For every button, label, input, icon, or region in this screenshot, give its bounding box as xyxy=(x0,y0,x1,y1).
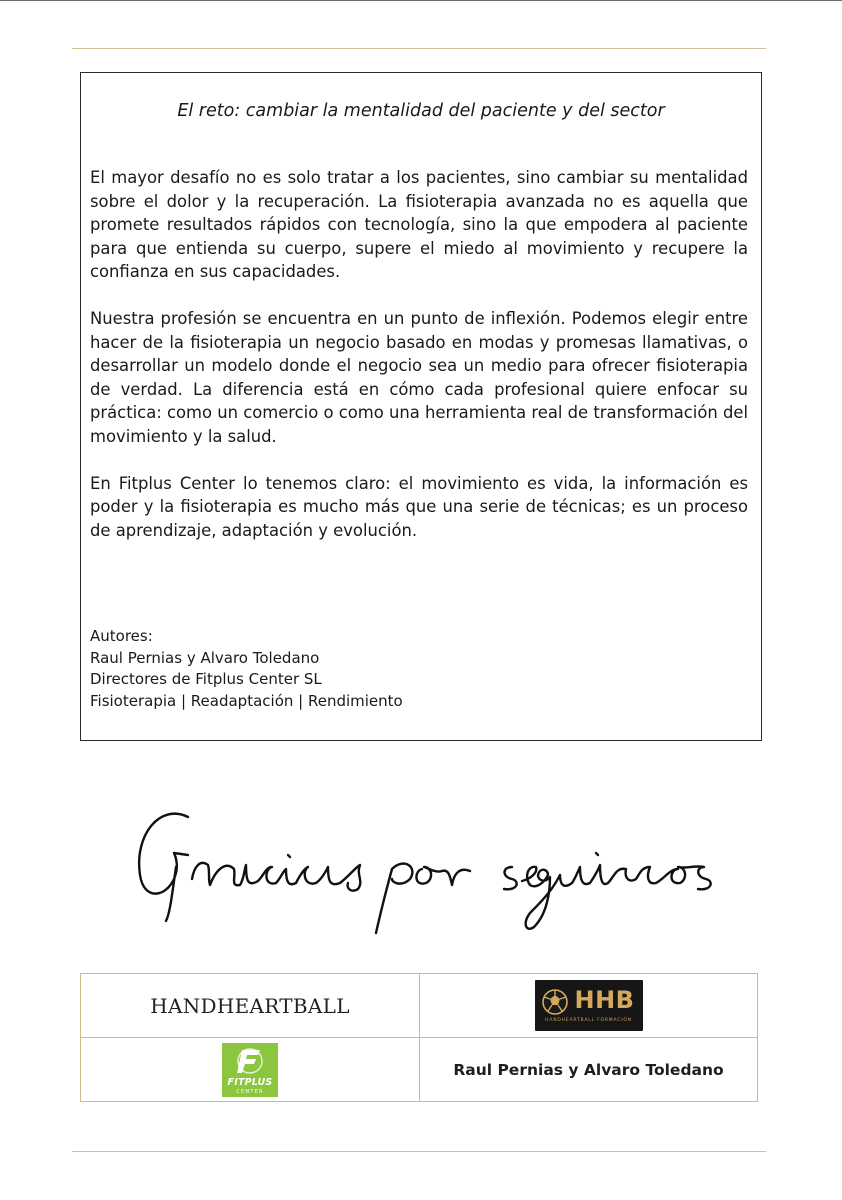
thanks-signature xyxy=(130,795,720,945)
fitplus-logo xyxy=(222,1043,278,1097)
authors-role: Directores de Fitplus Center SL xyxy=(90,670,322,688)
authors-areas: Fisioterapia | Readaptación | Rendimiento xyxy=(90,691,403,710)
hhb-logo xyxy=(535,980,643,1031)
article-box xyxy=(80,72,762,741)
hhb-tagline: HANDHEARTBALL FORMACIÓN xyxy=(545,1018,632,1023)
fitplus-cell xyxy=(81,1038,419,1101)
hhb-cell xyxy=(420,974,757,1037)
hhb-text: HHB xyxy=(574,986,635,1014)
authors-block xyxy=(90,626,690,712)
authors-cell-text: Raul Pernias y Alvaro Toledano xyxy=(453,1060,724,1079)
article-paragraph-1: El mayor desafío no es solo tratar a los pacientes, sino cambiar su mentalidad sobre el dolor y la recuperación. La fisioterapia avanzada no es aquella que promete resultados rápidos con tecnología, sino la que empodera al paciente para que entienda su cuerpo, supere el miedo al movimiento y recupere la confianza en sus capacidades. xyxy=(90,168,748,281)
handball-icon xyxy=(541,988,569,1016)
page-top-edge xyxy=(0,0,842,1)
authors-cell xyxy=(420,1038,757,1101)
authors-names: Raul Pernias y Alvaro Toledano xyxy=(90,648,320,667)
article-title: El reto: cambiar la mentalidad del paciente y del sector xyxy=(177,101,665,121)
article-paragraph-3: En Fitplus Center lo tenemos claro: el movimiento es vida, la información es poder y la fisioterapia es mucho más que una serie de técnicas; es un proceso de aprendizaje, adaptación y evolución. xyxy=(90,473,748,540)
authors-label: Autores: xyxy=(90,627,153,645)
partners-logo-table xyxy=(80,973,758,1102)
bottom-gold-rule xyxy=(72,1151,766,1152)
fitplus-mark-icon xyxy=(236,1046,264,1076)
fitplus-wordmark: FITPLUS xyxy=(227,1076,273,1088)
top-gold-rule xyxy=(72,48,766,49)
handheartball-wordmark: HANDHEARTBALL xyxy=(150,993,350,1018)
handheartball-cell xyxy=(81,974,419,1037)
article-paragraph-2: Nuestra profesión se encuentra en un punto de inflexión. Podemos elegir entre hacer de la fisioterapia un negocio basado en modas y promesas llamativas, o desarrollar un modelo donde el negocio sea un medio para ofrecer fisioterapia de verdad. La diferencia está en cómo cada profesional quiere enfocar su práctica: como un comercio o como una herramienta real de transformación del movimiento y la salud. xyxy=(90,309,748,446)
article-body xyxy=(90,166,748,566)
fitplus-subtext: CENTER xyxy=(236,1088,264,1095)
